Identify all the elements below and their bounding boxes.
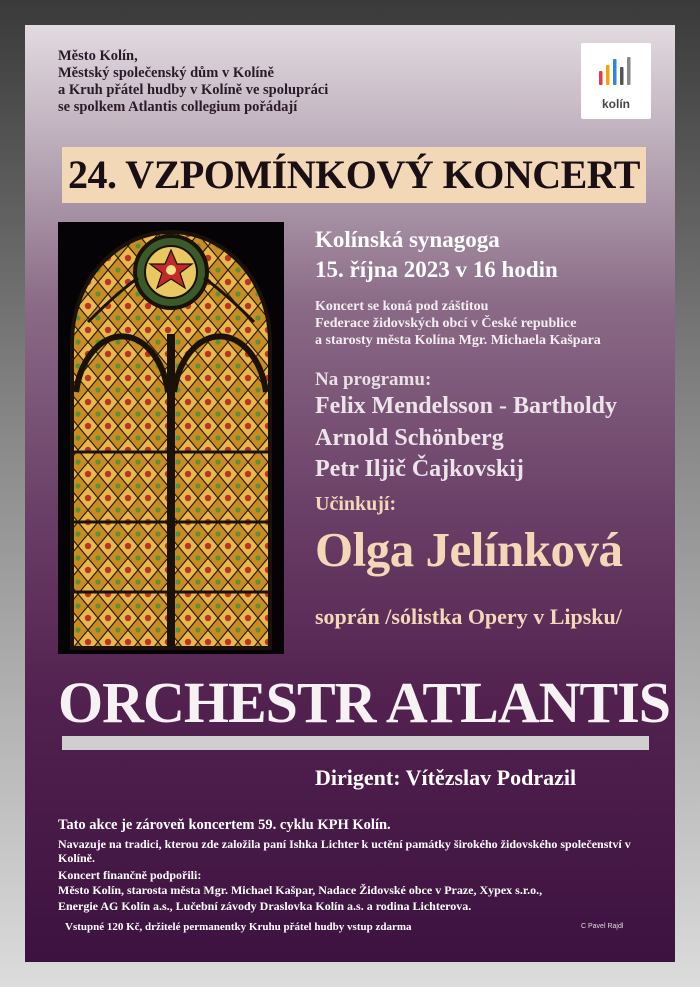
divider-bar bbox=[62, 736, 649, 750]
venue-date: 15. října 2023 v 16 hodin bbox=[315, 257, 558, 282]
organizers bbox=[58, 48, 578, 116]
concert-poster bbox=[25, 25, 675, 962]
cycle-note: Tato akce je zároveň koncertem 59. cyklu KPH Kolín. bbox=[58, 817, 391, 833]
organizer-line: a Kruh přátel hudby v Kolíně ve spolupráci bbox=[58, 82, 329, 98]
logo-text: kolín bbox=[601, 97, 630, 111]
composer-mendelssohn: Felix Mendelsson - Bartholdy bbox=[315, 393, 618, 419]
composer-tchaikovsky: Petr Iljič Čajkovskij bbox=[315, 456, 524, 482]
organizer-line: se spolkem Atlantis collegium pořádají bbox=[58, 99, 298, 115]
title-band bbox=[62, 147, 646, 203]
sponsors-line: Město Kolín, starosta města Mgr. Michael Kašpar, Nadace Židovské obce v Praze, Xypex s.r.o., bbox=[58, 883, 543, 897]
logo-bars-icon bbox=[598, 55, 634, 91]
organizer-line: Městský společenský dům v Kolíně bbox=[58, 65, 274, 81]
performers-heading: Učinkují: bbox=[315, 493, 397, 515]
conductor: Dirigent: Vítězslav Podrazil bbox=[315, 765, 577, 790]
organizer-line: Město Kolín, bbox=[58, 48, 138, 64]
patronage-line: a starosty města Kolína Mgr. Michaela Kašpara bbox=[315, 333, 601, 348]
sponsors-heading: Koncert finančně podpořili: bbox=[58, 868, 202, 882]
sponsors-list bbox=[58, 882, 658, 914]
tradition-note: Navazuje na tradici, kterou zde založila paní Ishka Lichter k uctění památky širokého židovského společenství v Kolíně. bbox=[58, 837, 631, 865]
stained-glass-window bbox=[58, 222, 284, 654]
concert-title: 24. VZPOMÍNKOVÝ KONCERT bbox=[68, 152, 640, 197]
kolin-logo bbox=[581, 43, 651, 119]
patronage-line: Koncert se koná pod záštitou bbox=[315, 299, 489, 314]
sponsors-line: Energie AG Kolín a.s., Lučební závody Draslovka Kolín a.s. a rodina Lichterova. bbox=[58, 899, 472, 913]
venue-place: Kolínská synagoga bbox=[315, 227, 500, 252]
entry-fee: Vstupné 120 Kč, držitelé permanentky Kruhu přátel hudby vstup zdarma bbox=[65, 921, 412, 933]
stained-glass-window-image bbox=[58, 222, 284, 654]
program-heading: Na programu: bbox=[315, 369, 432, 390]
venue bbox=[315, 225, 558, 285]
patronage-line: Federace židovských obcí v České republice bbox=[315, 316, 577, 331]
composer-schoenberg: Arnold Schönberg bbox=[315, 425, 504, 451]
photo-credit: C Pavel Rajdl bbox=[581, 923, 624, 930]
orchestra-name: ORCHESTR ATLANTIS bbox=[58, 670, 671, 735]
soloist-role: soprán /sólistka Opery v Lipsku/ bbox=[315, 604, 622, 629]
patronage bbox=[315, 298, 601, 349]
soloist-name: Olga Jelínková bbox=[315, 522, 623, 577]
